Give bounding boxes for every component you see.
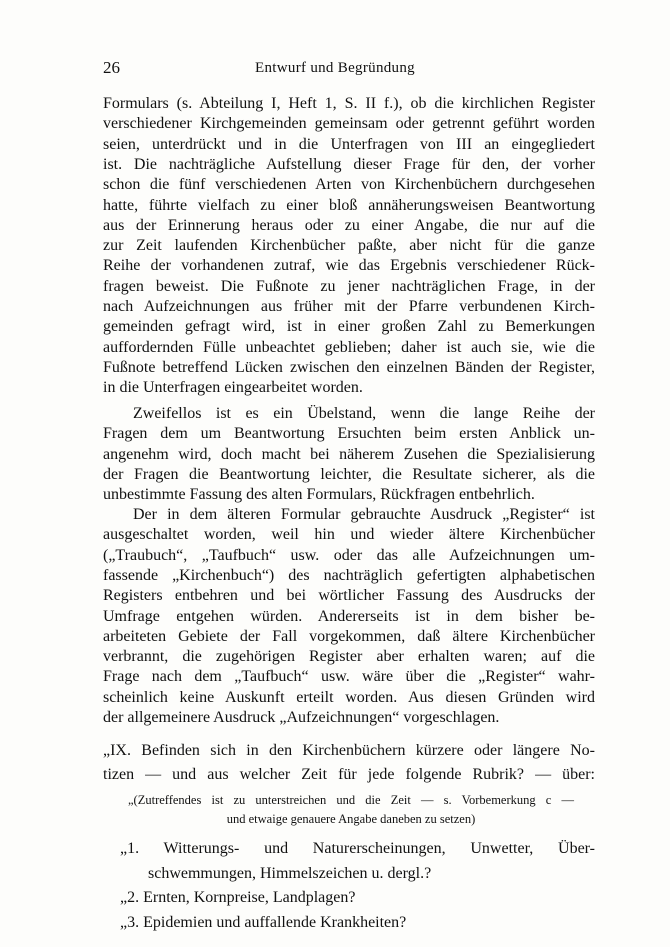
text-line: ist. Die nachträgliche Aufstellung dieser Frage für den, der vorher (103, 155, 595, 173)
text-line: auffordernden Fülle unbeachtet geblieben; daher ist auch sie, wie die (103, 338, 595, 356)
running-head: Entwurf und Begründung (255, 60, 415, 76)
text-line: Der in dem älteren Formular gebrauchte Ausdruck „Register“ ist (133, 506, 595, 523)
text-line: seien, unterdrückt und in die Unterfragen von III an eingegliedert (103, 135, 595, 153)
text-line: ausgeschaltet worden, weil hin und wieder ältere Kirchenbücher (103, 526, 595, 544)
text-line: Umfrage entgehen würden. Andererseits ist in dem bisher be- (103, 607, 595, 625)
page-number: 26 (103, 58, 120, 77)
text-line: verschiedener Kirchgemeinden gemeinsam oder getrennt geführt worden (103, 115, 595, 133)
text-line: verbrannt, die zugehörigen Register aber erhalten waren; auf die (103, 648, 595, 666)
question-line: „IX. Befinden sich in den Kirchenbüchern kürzere oder längere No- (103, 742, 595, 759)
question-item-line: „2. Ernten, Kornpreise, Landplagen? (120, 889, 356, 906)
note-line: „(Zutreffendes ist zu unterstreichen und die Zeit — s. Vorbemerkung c — (128, 793, 574, 807)
text-line: scheinlich keine Auskunft erteilt worden. Aus diesen Gründen wird (103, 688, 595, 706)
text-line: Fragen dem um Beantwortung Ersuchten beim ersten Anblick un- (103, 425, 595, 443)
text-line: arbeiteten Gebiete der Fall vorgekommen, daß ältere Kirchenbücher (103, 627, 595, 645)
text-line: in die Unterfragen eingearbeitet worden. (103, 379, 363, 397)
question-item-line: „1. Witterungs- und Naturerscheinungen, Unwetter, Über- (120, 840, 595, 857)
text-line: nach Aufzeichnungen aus früher mit der Pfarre verbundenen Kirch- (103, 298, 595, 315)
text-line: gemeinden gefragt wird, ist in einer großen Zahl zu Bemerkungen (103, 318, 595, 336)
text-line: fragen beweist. Die Fußnote zu jener nachträglichen Frage, in der (103, 277, 595, 295)
text-line: angenehm wird, doch macht bei näherem Zusehen die Spezialisierung (103, 445, 595, 463)
text-line: aus der Erinnerung heraus oder zu einer Angabe, die nur auf die (103, 216, 595, 234)
text-line: Reihe der vorhandenen zutraf, wie das Ergebnis verschiedener Rück- (103, 257, 595, 275)
text-line: Formulars (s. Abteilung I, Heft 1, S. II f.), ob die kirchlichen Register (103, 95, 595, 112)
text-line: Frage nach dem „Taufbuch“ usw. wäre über die „Register“ wahr- (103, 668, 595, 686)
text-line: schon die fünf verschiedenen Arten von Kirchenbüchern durchgesehen (103, 176, 595, 194)
text-line: Zweifellos ist es ein Übelstand, wenn die lange Reihe der (133, 405, 595, 422)
text-line: zur Zeit laufenden Kirchenbücher paßte, aber nicht für die ganze (103, 237, 595, 255)
text-line: Fußnote betreffend Lücken zwischen den einzelnen Bänden der Register, (103, 358, 595, 376)
question-line: tizen — und aus welcher Zeit für jede folgende Rubrik? — über: (103, 766, 595, 783)
text-line: unbestimmte Fassung des alten Formulars, Rückfragen entbehrlich. (103, 486, 535, 504)
text-line: Registers entbehren und bei wörtlicher Fassung des Ausdrucks der (103, 587, 595, 605)
text-line: hatte, führte vielfach zu einer bloß annäherungsweisen Beantwortung (103, 196, 595, 214)
text-line: der allgemeinere Ausdruck „Aufzeichnungen“ vorgeschlagen. (103, 709, 500, 726)
text-line: der Fragen die Beantwortung leichter, die Resultate sicherer, als die (103, 465, 595, 483)
note-line: und etwaige genauere Angabe daneben zu setzen) (226, 812, 476, 826)
question-item-line: schwemmungen, Himmelszeichen u. dergl.? (148, 864, 432, 882)
question-item-line: „3. Epidemien und auffallende Krankheiten? (120, 913, 407, 931)
text-line: fassende „Kirchenbuch“) des nachträglich gefertigten alphabetischen (103, 566, 595, 584)
text-line: („Traubuch“, „Taufbuch“ usw. oder das alle Aufzeichnungen um- (103, 546, 595, 564)
